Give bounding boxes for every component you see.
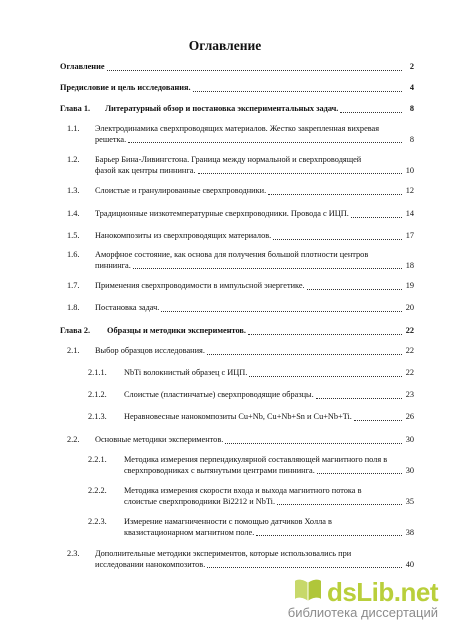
toc-entry[interactable] (124, 368, 414, 379)
toc-entry[interactable] (95, 303, 414, 314)
toc-page-number: 18 (405, 260, 414, 270)
toc-entry-number: 1.1. (67, 124, 80, 133)
toc-entry-title-line: Аморфное состояние, как основа для получения большой плотности центров (95, 250, 369, 259)
toc-entry-title-line: Предисловие и цель исследования. (60, 83, 191, 92)
toc-entry-title-line: Электродинамика сверхпроводящих материалов. Жестко закрепленная вихревая (95, 124, 380, 133)
toc-page-number: 30 (405, 435, 414, 444)
toc-entry-title-line: сверхпроводниках с вытянутыми центрами пиннинга. (124, 465, 315, 475)
toc-entry-number: 2.1.2. (88, 390, 107, 399)
toc-entry[interactable] (95, 435, 414, 446)
toc-page-number: 14 (405, 209, 414, 218)
dot-leader (268, 194, 402, 195)
toc-entry[interactable] (95, 346, 414, 357)
toc-entry[interactable] (105, 104, 414, 115)
toc-entry-title-line: решетка. (95, 134, 127, 144)
toc-page-number: 26 (405, 412, 414, 421)
toc-entry[interactable] (124, 486, 414, 507)
toc-entry[interactable] (95, 209, 414, 220)
toc-page-number: 4 (409, 83, 414, 92)
toc-page-number: 12 (405, 186, 414, 195)
toc-page-number: 23 (405, 390, 414, 399)
page-title: Оглавление (188, 38, 262, 53)
toc-page-number: 22 (405, 368, 414, 377)
toc-entry[interactable] (95, 124, 414, 145)
dot-leader (107, 70, 402, 71)
toc-entry[interactable] (60, 62, 414, 73)
dot-leader (277, 504, 402, 505)
dot-leader (161, 311, 402, 312)
dot-leader (249, 376, 402, 377)
dot-leader (133, 268, 402, 269)
dot-leader (207, 567, 402, 568)
toc-entry[interactable] (95, 186, 414, 197)
watermark (288, 577, 438, 620)
toc-page-number: 30 (405, 465, 414, 475)
dot-leader (225, 443, 402, 444)
toc-entry-title-line: Слоистые и гранулированные сверхпроводники. (95, 186, 267, 195)
dot-leader (351, 217, 402, 218)
dot-leader (128, 142, 402, 143)
toc-entry-number: 1.6. (67, 250, 80, 259)
toc-entry-title-line: Литературный обзор и постановка экспериментальных задач. (105, 104, 339, 113)
toc-page-number: 2 (409, 62, 414, 71)
dot-leader (193, 91, 402, 92)
dot-leader (256, 535, 402, 536)
toc-entry-title-line: исследовании нанокомпозитов. (95, 559, 206, 569)
toc-page-number: 17 (405, 231, 414, 240)
toc-entry[interactable] (95, 549, 414, 570)
dot-leader (354, 420, 402, 421)
dot-leader (207, 354, 402, 355)
dot-leader (316, 398, 402, 399)
toc-entry-title-line: Образцы и методики экспериментов. (107, 326, 246, 335)
watermark-caption: библиотека диссертаций (287, 605, 438, 620)
toc-entry[interactable] (124, 390, 414, 401)
toc-entry[interactable] (95, 250, 414, 271)
toc-entry-number: 1.5. (67, 231, 80, 240)
toc-page-number: 8 (409, 134, 414, 144)
toc-entry-title-line: квазистационарном магнитном поле. (124, 527, 255, 537)
toc-entry-number: 1.3. (67, 186, 80, 195)
toc-page-number: 40 (405, 559, 414, 569)
toc-entry-title-line: Постановка задач. (95, 303, 160, 312)
toc-entry-number: 2.2.1. (88, 455, 107, 464)
toc-entry-number: 1.7. (67, 281, 80, 290)
toc-page-number: 8 (409, 104, 414, 113)
toc-page-number: 22 (405, 326, 414, 335)
dot-leader (273, 239, 402, 240)
toc-entry[interactable] (95, 155, 414, 176)
toc-entry-title-line: слоистые сверхпроводники Bi2212 и NbTi. (124, 496, 276, 506)
toc-entry-number: 2.1.3. (88, 412, 107, 421)
toc-page-number: 19 (405, 281, 414, 290)
toc-entry-number: 2.2.3. (88, 517, 107, 526)
toc-entry-number: Глава 2. (60, 326, 91, 335)
toc-page-number: 22 (405, 346, 414, 355)
toc-entry-title-line: NbTi волокнистый образец с ИЦП. (124, 368, 248, 377)
toc-page-number: 10 (405, 165, 414, 175)
toc-entry-number: 1.4. (67, 209, 80, 218)
watermark-logo-text: dsLib.net (326, 577, 438, 607)
toc-entry-title-line: Методика измерения перпендикулярной составляющей магнитного поля в (124, 455, 388, 464)
toc-entry-title-line: Основные методики экспериментов. (95, 435, 224, 444)
toc-entry-title-line: Измерение намагниченности с помощью датчиков Холла в (124, 517, 332, 526)
toc-entry-title-line: Нанокомпозиты из сверхпроводящих материалов. (95, 231, 272, 240)
dot-leader (340, 112, 402, 113)
toc-entry-title-line: Дополнительные методики экспериментов, которые использовались при (95, 549, 352, 558)
toc-entry-title-line: Выбор образцов исследования. (95, 346, 205, 355)
book-icon (293, 577, 323, 608)
toc-entry-title-line: фазой как центры пиннинга. (95, 165, 196, 175)
toc-entry[interactable] (124, 412, 414, 423)
toc-entry-number: 1.2. (67, 155, 80, 164)
toc-entry-number: 2.1. (67, 346, 80, 355)
toc-entry[interactable] (124, 517, 414, 538)
toc-entry[interactable] (107, 326, 414, 337)
toc-entry-number: 2.3. (67, 549, 80, 558)
toc-page-number: 35 (405, 496, 414, 506)
toc-entry-number: Глава 1. (60, 104, 91, 113)
toc-entry-number: 2.2.2. (88, 486, 107, 495)
toc-entry-number: 2.1.1. (88, 368, 107, 377)
toc-entry[interactable] (60, 83, 414, 94)
toc-page-number: 20 (405, 303, 414, 312)
dot-leader (307, 289, 402, 290)
toc-page-number: 38 (405, 527, 414, 537)
toc-entry-number: 1.8. (67, 303, 80, 312)
dot-leader (198, 173, 402, 174)
dot-leader (248, 334, 402, 335)
toc-entry-title-line: Применения сверхпроводимости в импульсной энергетике. (95, 281, 305, 290)
toc-entry-title-line: пиннинга. (95, 260, 131, 270)
toc-entry-title-line: Оглавление (60, 62, 105, 71)
dot-leader (317, 473, 402, 474)
toc-entry-title-line: Неравновесные нанокомпозиты Cu+Nb, Cu+Nb+Sn и Cu+Nb+Ti. (124, 412, 352, 421)
toc-entry-title-line: Слоистые (пластинчатые) сверхпроводящие образцы. (124, 390, 314, 399)
toc-entry[interactable] (95, 231, 414, 242)
toc-entry[interactable] (95, 281, 414, 292)
toc-entry-number: 2.2. (67, 435, 80, 444)
toc-entry-title-line: Методика измерения скорости входа и выхода магнитного потока в (124, 486, 362, 495)
toc-entry-title-line: Традиционные низкотемпературные сверхпроводники. Провода с ИЦП. (95, 209, 349, 218)
toc-entry[interactable] (124, 455, 414, 476)
toc-entry-title-line: Барьер Бина-Ливингстона. Граница между нормальной и сверхпроводящей (95, 155, 362, 164)
